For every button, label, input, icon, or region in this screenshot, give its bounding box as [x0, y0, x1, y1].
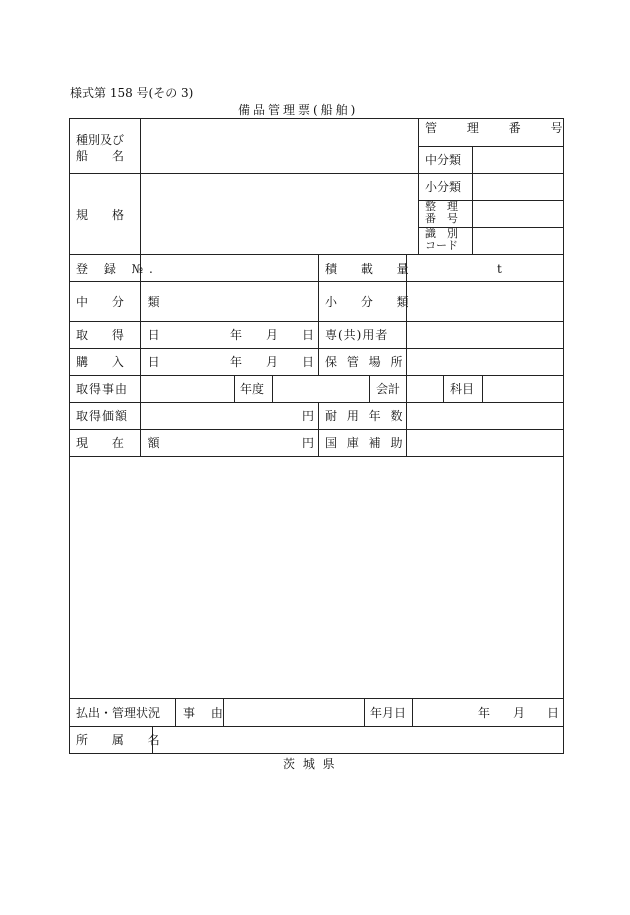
label-shikibetsu-2: コード	[425, 239, 458, 252]
main-table-border	[69, 118, 564, 457]
label-affiliation: 所 属 名	[76, 733, 170, 747]
label-ymd: 年月日	[370, 706, 407, 720]
load-unit: t	[497, 262, 502, 276]
label-acq-date: 取 得 日	[76, 328, 170, 342]
acq-price-yen: 円	[302, 409, 315, 423]
label-reg-no: 登 録 №.	[76, 262, 159, 276]
label-useful-life: 耐 用 年 数	[325, 409, 406, 423]
label-spec: 規 格	[76, 208, 125, 222]
disposal-day: 日	[547, 706, 560, 720]
acq-date-day: 日	[302, 328, 315, 342]
label-seiri-1: 整 理	[425, 200, 458, 213]
label-exclusive-user: 専(共)用者	[325, 328, 389, 342]
label-accounting: 会計	[376, 382, 401, 396]
current-value-yen: 円	[302, 436, 315, 450]
label-seiri-2: 番 号	[425, 212, 458, 225]
label-kind-ship-2: 船 名	[76, 149, 125, 163]
label-small-class: 小分類	[425, 180, 462, 194]
disposal-year: 年	[478, 706, 491, 720]
label-reason: 事 由	[183, 706, 229, 720]
label-small-class-2: 小 分 類	[325, 295, 419, 309]
purchase-date-month: 月	[266, 355, 279, 369]
label-mid-class-2: 中 分 類	[76, 295, 170, 309]
label-shikibetsu-1: 識 別	[425, 227, 458, 240]
footer-prefecture: 茨 城 県	[283, 757, 337, 771]
label-state-subsidy: 国 庫 補 助	[325, 436, 406, 450]
label-storage-place: 保 管 場 所	[325, 355, 406, 369]
purchase-date-year: 年	[230, 355, 243, 369]
label-purchase-date: 購 入 日	[76, 355, 170, 369]
form-title: 備品管理票(船舶)	[238, 103, 359, 117]
label-current-value: 現 在 額	[76, 436, 170, 450]
label-mid-class: 中分類	[425, 153, 462, 167]
form-number: 様式第 158 号(その 3)	[70, 86, 194, 100]
label-fiscal-year: 年度	[240, 382, 265, 396]
notes-area	[69, 456, 564, 699]
acq-date-year: 年	[230, 328, 243, 342]
label-disposal-status: 払出・管理状況	[76, 706, 161, 720]
acq-date-month: 月	[266, 328, 279, 342]
label-mgmt-no: 管 理 番 号	[425, 121, 576, 135]
label-acq-reason: 取得事由	[76, 382, 129, 396]
label-load: 積 載 量	[325, 262, 419, 276]
label-kind-ship-1: 種別及び	[76, 133, 125, 147]
label-acq-price: 取得価額	[76, 409, 129, 423]
disposal-month: 月	[513, 706, 526, 720]
label-subject: 科目	[450, 382, 475, 396]
purchase-date-day: 日	[302, 355, 315, 369]
